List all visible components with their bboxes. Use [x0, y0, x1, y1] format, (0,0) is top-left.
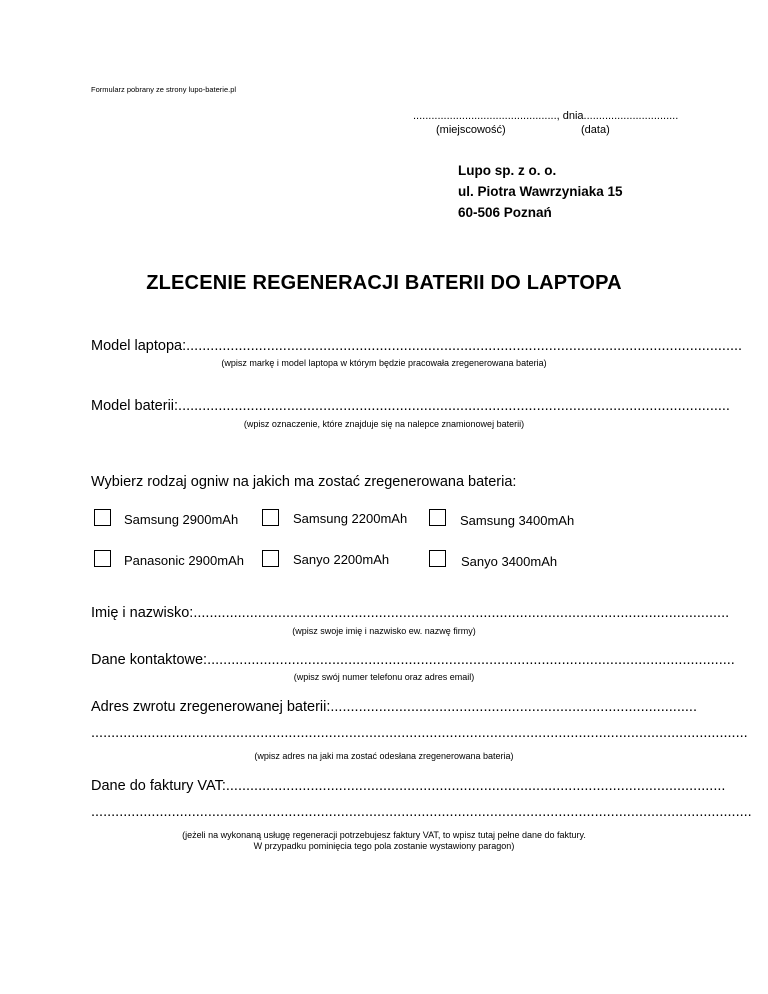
return-address-field[interactable]: Adres zwrotu zregenerowanej baterii:...........................................................................................	[91, 699, 697, 715]
invoice-hint-line2: W przypadku pominięcia tego pola zostanie wystawiony paragon)	[253, 841, 515, 851]
return-address-hint: (wpisz adres na jaki ma zostać odesłana zregenerowana bateria)	[254, 751, 514, 761]
laptop-model-field[interactable]: Model laptopa:..........................................................................................................................................	[91, 338, 743, 354]
checkbox-panasonic-2900[interactable]	[94, 550, 111, 567]
option-label: Sanyo 2200mAh	[293, 552, 390, 567]
contact-hint: (wpisz swój numer telefonu oraz adres email)	[293, 672, 475, 682]
form-title: ZLECENIE REGENERACJI BATERII DO LAPTOPA	[146, 272, 622, 294]
return-address-line2[interactable]: ...................................................................................................................................................................	[91, 725, 748, 741]
option-label: Samsung 2900mAh	[124, 512, 239, 527]
battery-model-hint: (wpisz oznaczenie, które znajduje się na nalepce znamionowej baterii)	[243, 419, 525, 429]
name-field[interactable]: Imię i nazwisko:.....................................................................................................................................	[91, 605, 730, 621]
invoice-line2[interactable]: ....................................................................................................................................................................	[91, 804, 752, 820]
checkbox-samsung-2900[interactable]	[94, 509, 111, 526]
checkbox-samsung-3400[interactable]	[429, 509, 446, 526]
place-label: (miejscowość)	[436, 124, 506, 136]
option-label: Sanyo 3400mAh	[461, 554, 558, 569]
recipient-name: Lupo sp. z o. o.	[458, 163, 557, 178]
invoice-hint-line1: (jeżeli na wykonaną usługę regeneracji potrzebujesz faktury VAT, to wpisz tutaj pełne dane do faktury.	[182, 830, 586, 840]
option-label: Samsung 2200mAh	[293, 511, 408, 526]
checkbox-sanyo-3400[interactable]	[429, 550, 446, 567]
checkbox-samsung-2200[interactable]	[262, 509, 279, 526]
option-label: Panasonic 2900mAh	[124, 553, 244, 568]
source-note: Formularz pobrany ze strony lupo-baterie.pl	[91, 85, 237, 94]
place-date-line[interactable]: ..............................................., dnia...............................	[413, 110, 679, 122]
contact-field[interactable]: Dane kontaktowe:...................................................................................................................................	[91, 652, 735, 668]
battery-model-field[interactable]: Model baterii:.........................................................................................................................................	[91, 398, 730, 414]
recipient-street: ul. Piotra Wawrzyniaka 15	[458, 184, 623, 199]
option-label: Samsung 3400mAh	[460, 513, 575, 528]
cells-question: Wybierz rodzaj ogniw na jakich ma zostać zregenerowana bateria:	[91, 474, 517, 490]
recipient-city: 60-506 Poznań	[458, 205, 552, 220]
recipient-address	[458, 160, 623, 223]
name-hint: (wpisz swoje imię i nazwisko ew. nazwę firmy)	[292, 626, 476, 636]
checkbox-sanyo-2200[interactable]	[262, 550, 279, 567]
laptop-model-hint: (wpisz markę i model laptopa w którym będzie pracowała zregenerowana bateria)	[221, 358, 547, 368]
date-label: (data)	[581, 124, 610, 136]
invoice-field[interactable]: Dane do faktury VAT:............................................................................................................................	[91, 778, 726, 794]
